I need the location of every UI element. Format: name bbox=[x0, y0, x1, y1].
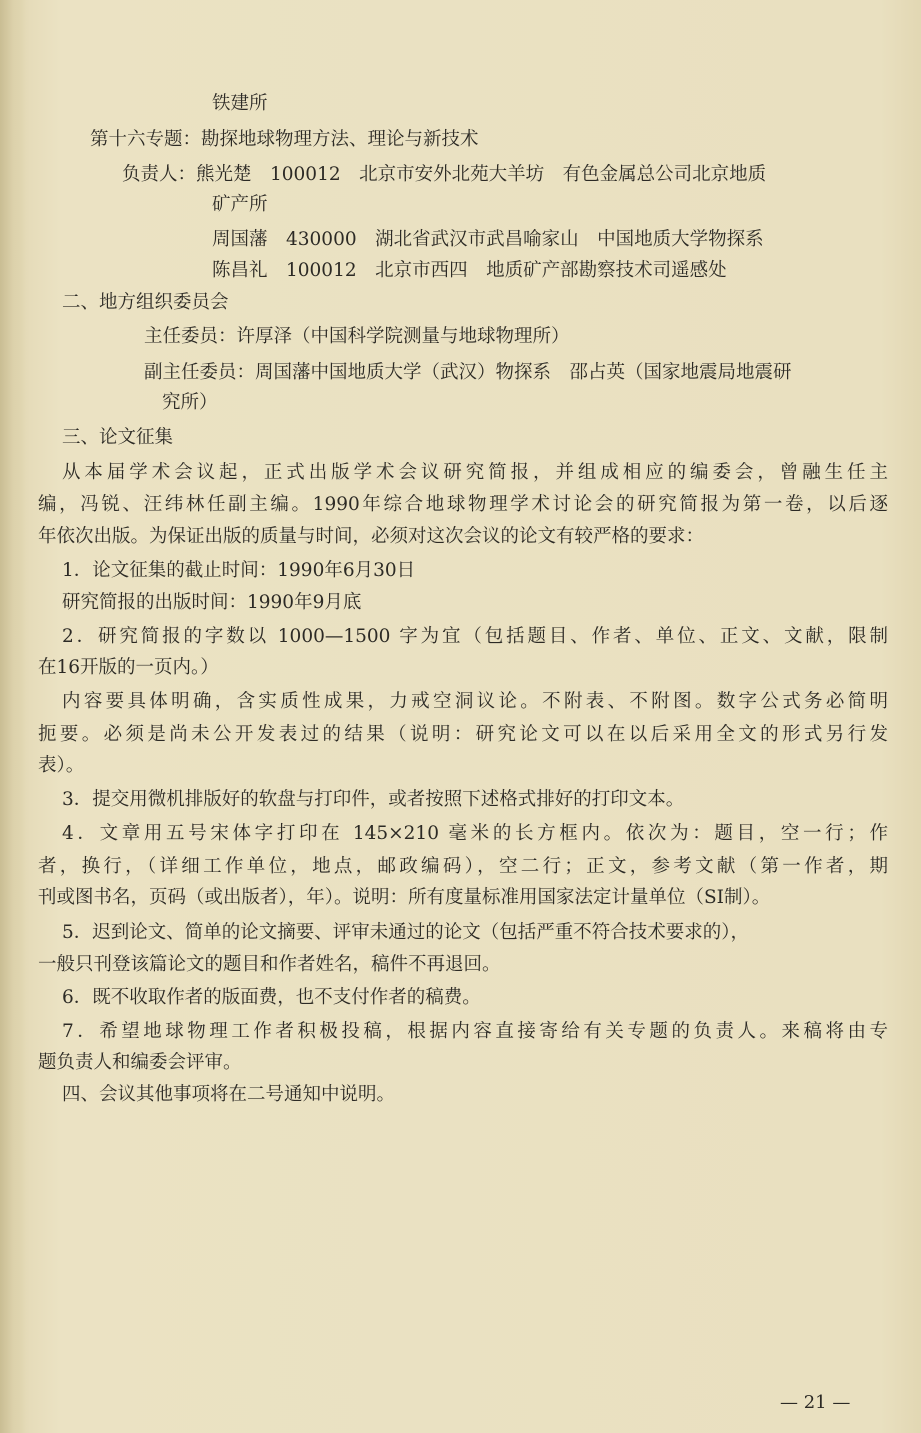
bleed-through-shadow bbox=[180, 10, 880, 100]
item-3-submission: 3．提交用微机排版好的软盘与打印件，或者按照下述格式排好的打印文本。 bbox=[62, 789, 685, 810]
paragraph-intro-line-3: 年依次出版。为保证出版的质量与时间，必须对这次会议的论文有较严格的要求： bbox=[38, 526, 705, 547]
item-4-format-line-1: 4．文章用五号宋体字打印在 145×210 毫米的长方框内。依次为：题目，空一行；作 bbox=[62, 823, 888, 844]
section-paper-call-heading: 三、论文征集 bbox=[62, 427, 174, 448]
section-other-matters: 四、会议其他事项将在二号通知中说明。 bbox=[62, 1084, 396, 1105]
contact-xiong-unit-cont: 矿产所 bbox=[212, 194, 268, 215]
committee-vice-chairs: 副主任委员：周国藩中国地质大学（武汉）物探系 邵占英（国家地震局地震研 bbox=[144, 362, 792, 383]
content-requirement-line-2: 扼要。必须是尚未公开发表过的结果（说明：研究论文可以在以后采用全文的形式另行发 bbox=[38, 724, 888, 745]
paragraph-intro-line-1: 从本届学术会议起，正式出版学术会议研究简报，并组成相应的编委会，曾融生任主 bbox=[62, 462, 888, 483]
item-7-submission-encouragement: 7．希望地球物理工作者积极投稿，根据内容直接寄给有关专题的负责人。来稿将由专 bbox=[62, 1021, 888, 1042]
page-number: — 21 — bbox=[780, 1392, 851, 1413]
page-binding-shadow bbox=[0, 0, 26, 1433]
topic-16-heading: 第十六专题：勘探地球物理方法、理论与新技术 bbox=[90, 129, 479, 150]
item-1-publication-date: 研究简报的出版时间：1990年9月底 bbox=[62, 592, 362, 613]
paragraph-intro-line-2: 编，冯锐、汪纬林任副主编。1990年综合地球物理学术讨论会的研究简报为第一卷，以后逐 bbox=[38, 494, 888, 515]
item-2-word-count-cont: 在16开版的一页内。） bbox=[38, 657, 219, 678]
text-line-unit-continuation: 铁建所 bbox=[212, 93, 268, 114]
item-6-fees: 6．既不收取作者的版面费，也不支付作者的稿费。 bbox=[62, 987, 481, 1008]
item-1-deadline: 1．论文征集的截止时间：1990年6月30日 bbox=[62, 560, 416, 581]
item-5-late-papers-cont: 一般只刊登该篇论文的题目和作者姓名，稿件不再退回。 bbox=[38, 954, 501, 975]
item-7-cont: 题负责人和编委会评审。 bbox=[38, 1052, 242, 1073]
content-requirement-line-1: 内容要具体明确，含实质性成果，力戒空洞议论。不附表、不附图。数字公式务必简明 bbox=[62, 691, 888, 712]
item-5-late-papers: 5．迟到论文、简单的论文摘要、评审未通过的论文（包括严重不符合技术要求的）， bbox=[62, 922, 750, 943]
item-2-word-count: 2．研究简报的字数以 1000—1500 字为宜（包括题目、作者、单位、正文、文献，限制 bbox=[62, 626, 888, 647]
committee-chair: 主任委员：许厚泽（中国科学院测量与地球物理所） bbox=[144, 326, 570, 347]
item-4-format-line-3: 刊或图书名，页码（或出版者），年）。说明：所有度量标准用国家法定计量单位（SI制）。 bbox=[38, 887, 771, 908]
contact-chen-changli: 陈昌礼 100012 北京市西四 地质矿产部勘察技术司遥感处 bbox=[212, 260, 727, 281]
contact-zhou-guofan: 周国藩 430000 湖北省武汉市武昌喻家山 中国地质大学物探系 bbox=[212, 229, 764, 250]
item-4-format-line-2: 者，换行，（详细工作单位，地点，邮政编码），空二行；正文，参考文献（第一作者，期 bbox=[38, 856, 888, 877]
contact-xiong-guangchu: 负责人：熊光楚 100012 北京市安外北苑大羊坊 有色金属总公司北京地质 bbox=[122, 164, 767, 185]
content-requirement-line-3: 表）。 bbox=[38, 755, 85, 776]
committee-vice-chairs-cont: 究所） bbox=[162, 392, 218, 413]
section-local-committee-heading: 二、地方组织委员会 bbox=[62, 292, 229, 313]
